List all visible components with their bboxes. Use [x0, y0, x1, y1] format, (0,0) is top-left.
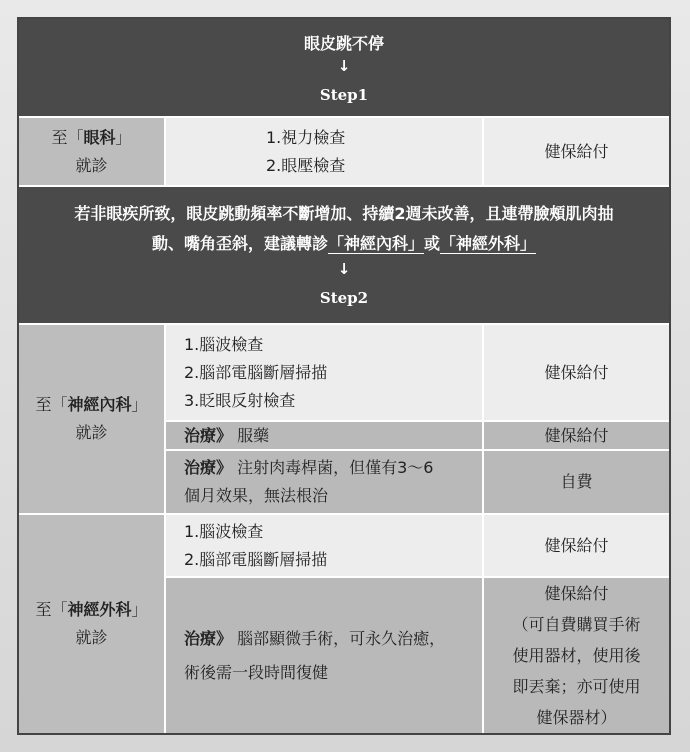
exam-item: 1.視力檢查	[266, 127, 346, 147]
step2-header	[19, 185, 669, 323]
treatment-pay-cell: 健保給付 （可自費購買手術 使用器材，使用後 即丟棄；亦可使用 健保器材）	[482, 576, 669, 733]
neuro-internal-link-text: 「神經內科」	[327, 234, 424, 253]
treatment-label: 治療》	[184, 458, 233, 477]
referral-text-line1: 若非眼疾所致，眼皮跳動頻率不斷增加、持續2週未改善，且連帶臉頰肌肉抽	[74, 204, 614, 223]
exam-pay-cell: 健保給付	[482, 323, 669, 420]
neuro-surgery-dept-cell: 至「神經外科」 就診	[19, 513, 164, 733]
treatment-table	[17, 17, 671, 735]
visit-label: 就診	[75, 155, 108, 175]
treatment-label: 治療》	[184, 425, 233, 445]
neuro-surgery-exams-cell	[164, 513, 482, 576]
neuro-internal-exams-cell	[164, 323, 482, 420]
exam-item: 1.腦波檢查	[184, 521, 264, 541]
treatment-pay-cell: 健保給付	[482, 420, 669, 449]
neuro-surgery-block	[19, 513, 669, 733]
exam-item: 2.眼壓檢查	[266, 155, 346, 175]
treatment-label: 治療》	[184, 628, 233, 648]
eye-pay-cell: 健保給付	[482, 116, 669, 185]
visit-label: 就診	[75, 423, 108, 442]
down-arrow-icon: ↓	[337, 57, 351, 75]
dept-name: 眼科	[83, 127, 116, 147]
exam-item: 3.眨眼反射檢查	[184, 390, 296, 410]
step1-label: Step1	[319, 86, 369, 104]
neuro-internal-block	[19, 323, 669, 513]
exam-item: 2.腦部電腦斷層掃描	[184, 362, 328, 382]
table-title: 眼皮跳不停	[303, 34, 384, 53]
eye-row	[19, 116, 669, 185]
dept-name: 神經外科	[67, 600, 132, 619]
eye-dept-cell: 至「眼科」 就診	[19, 116, 164, 185]
treatment-botox-cell: 治療》 注射肉毒桿菌，但僅有3～6 個月效果，無法根治	[164, 449, 482, 513]
step1-header	[19, 19, 669, 116]
neuro-internal-dept-cell: 至「神經內科」 就診	[19, 323, 164, 513]
treatment-medication-cell: 治療》 服藥	[164, 420, 482, 449]
step2-label: Step2	[319, 289, 369, 307]
exam-item: 2.腦部電腦斷層掃描	[184, 549, 328, 569]
treatment-pay-cell: 自費	[482, 449, 669, 513]
referral-text-line2: 動、嘴角歪斜，建議轉診「神經內科」或「神經外科」	[151, 234, 537, 253]
exam-pay-cell: 健保給付	[482, 513, 669, 576]
eye-exams-cell	[164, 116, 482, 185]
visit-label: 就診	[75, 628, 108, 647]
down-arrow-icon: ↓	[337, 260, 351, 278]
treatment-surgery-cell: 治療》 腦部顯微手術，可永久治癒， 術後需一段時間復健	[164, 576, 482, 733]
dept-name: 神經內科	[67, 395, 132, 414]
exam-item: 1.腦波檢查	[184, 334, 264, 354]
neuro-surgery-link-text: 「神經外科」	[440, 234, 537, 253]
